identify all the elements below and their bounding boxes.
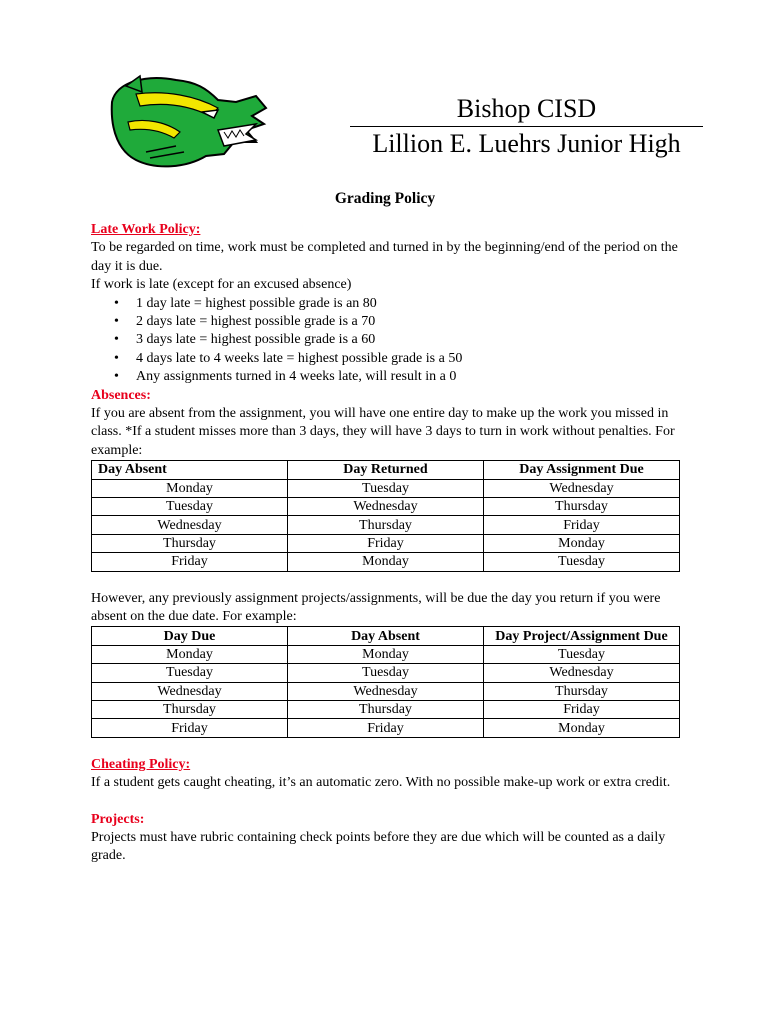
due-date-example-table bbox=[91, 626, 680, 737]
table-cell: Monday bbox=[288, 645, 484, 663]
policy-body bbox=[91, 221, 691, 866]
table-cell: Wednesday bbox=[288, 498, 484, 516]
table-cell: Wednesday bbox=[484, 479, 680, 497]
table-row bbox=[92, 479, 680, 497]
spacer bbox=[91, 793, 691, 811]
spacer bbox=[91, 572, 691, 590]
table-cell: Thursday bbox=[92, 534, 288, 552]
table-cell: Monday bbox=[484, 719, 680, 737]
table-cell: Wednesday bbox=[484, 664, 680, 682]
table-cell: Tuesday bbox=[92, 498, 288, 516]
projects-heading: Projects: bbox=[91, 811, 145, 827]
table-row bbox=[92, 645, 680, 663]
table-cell: Tuesday bbox=[288, 479, 484, 497]
table-cell: Thursday bbox=[484, 498, 680, 516]
table-row bbox=[92, 682, 680, 700]
table-cell: Thursday bbox=[288, 516, 484, 534]
late-work-list bbox=[91, 295, 691, 387]
table-row bbox=[92, 701, 680, 719]
previous-assignment-paragraph: However, any previously assignment projects/assignments, will be due the day you return if you were absent on the due date. For example: bbox=[91, 590, 661, 625]
absences-heading: Absences: bbox=[91, 387, 151, 403]
page-title: Grading Policy bbox=[334, 190, 436, 207]
table-cell: Friday bbox=[484, 701, 680, 719]
column-header: Day Absent bbox=[92, 461, 288, 479]
table-row bbox=[92, 719, 680, 737]
table-cell: Thursday bbox=[484, 682, 680, 700]
table-row bbox=[92, 534, 680, 552]
table-cell: Tuesday bbox=[484, 645, 680, 663]
table-cell: Tuesday bbox=[288, 664, 484, 682]
table-row bbox=[92, 516, 680, 534]
table-cell: Friday bbox=[484, 516, 680, 534]
table-row bbox=[92, 553, 680, 571]
table-cell: Friday bbox=[92, 553, 288, 571]
table-cell: Wednesday bbox=[288, 682, 484, 700]
column-header: Day Project/Assignment Due bbox=[484, 627, 680, 645]
absence-example-table bbox=[91, 460, 680, 571]
column-header: Day Absent bbox=[288, 627, 484, 645]
table-cell: Monday bbox=[92, 479, 288, 497]
badger-mascot-logo bbox=[106, 72, 270, 176]
table-cell: Monday bbox=[92, 645, 288, 663]
list-item: • 1 day late = highest possible grade is an 80 bbox=[91, 295, 691, 313]
column-header: Day Assignment Due bbox=[484, 461, 680, 479]
table-cell: Friday bbox=[288, 719, 484, 737]
late-work-paragraph: To be regarded on time, work must be completed and turned in by the beginning/end of the period on the day it is due. bbox=[91, 240, 678, 274]
table-cell: Friday bbox=[288, 534, 484, 552]
absences-paragraph: If you are absent from the assignment, you will have one entire day to make up the work you missed in class. *If a student misses more than 3 days, they will have 3 days to turn in work without penalties. For example: bbox=[91, 406, 675, 458]
table-row bbox=[92, 498, 680, 516]
late-work-heading: Late Work Policy: bbox=[91, 222, 201, 237]
column-header: Day Returned bbox=[288, 461, 484, 479]
list-item: • Any assignments turned in 4 weeks late, will result in a 0 bbox=[91, 368, 691, 386]
list-item: • 2 days late = highest possible grade is a 70 bbox=[91, 313, 691, 331]
late-work-condition: If work is late (except for an excused absence) bbox=[91, 277, 352, 293]
table-cell: Monday bbox=[484, 534, 680, 552]
table-cell: Friday bbox=[92, 719, 288, 737]
table-cell: Wednesday bbox=[92, 516, 288, 534]
district-name: Bishop CISD bbox=[350, 92, 703, 127]
school-header bbox=[350, 92, 703, 161]
table-header-row bbox=[92, 461, 680, 479]
table-cell: Thursday bbox=[288, 701, 484, 719]
list-item: • 4 days late to 4 weeks late = highest possible grade is a 50 bbox=[91, 350, 691, 368]
school-name: Lillion E. Luehrs Junior High bbox=[372, 129, 681, 158]
table-cell: Tuesday bbox=[484, 553, 680, 571]
table-cell: Thursday bbox=[92, 701, 288, 719]
projects-paragraph: Projects must have rubric containing check points before they are due which will be counted as a daily grade. bbox=[91, 830, 666, 864]
cheating-heading: Cheating Policy: bbox=[91, 756, 191, 772]
list-item: • 3 days late = highest possible grade is a 60 bbox=[91, 331, 691, 349]
table-cell: Tuesday bbox=[92, 664, 288, 682]
column-header: Day Due bbox=[92, 627, 288, 645]
table-row bbox=[92, 664, 680, 682]
spacer bbox=[91, 738, 691, 756]
table-cell: Wednesday bbox=[92, 682, 288, 700]
cheating-paragraph: If a student gets caught cheating, it’s an automatic zero. With no possible make-up work or extra credit. bbox=[91, 775, 671, 791]
table-cell: Monday bbox=[288, 553, 484, 571]
table-header-row bbox=[92, 627, 680, 645]
